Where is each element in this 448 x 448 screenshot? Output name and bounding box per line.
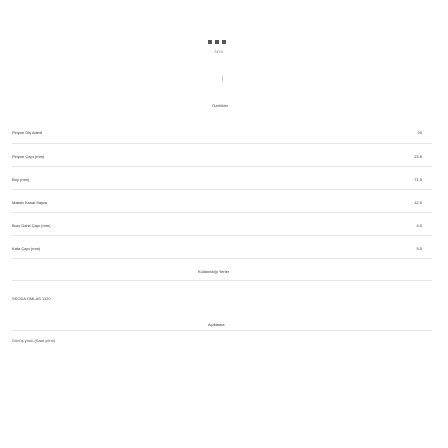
applications-header: Kullanıldığı Yerler xyxy=(198,269,230,274)
row-separator xyxy=(12,166,432,167)
spec-value: 5.5 xyxy=(416,246,422,251)
spec-label: Boy (mm) xyxy=(12,177,30,182)
specs-header: Özellikler xyxy=(212,103,229,108)
application-item: SKODA OMLAS 1120 xyxy=(12,296,51,301)
product-code: 7474 xyxy=(214,49,223,54)
description-header: Açıklama xyxy=(208,322,225,327)
spec-value: 20 xyxy=(417,130,422,135)
row-separator xyxy=(12,330,432,331)
spec-label: Kafa Çapı (mm) xyxy=(12,246,41,251)
row-separator xyxy=(12,235,432,236)
spec-value: 71.5 xyxy=(414,177,422,182)
spec-label: Pinyon Diş Adedi xyxy=(12,130,43,135)
spec-label: Burç Dahil Çapı (mm) xyxy=(12,223,51,228)
spec-value: 12.0 xyxy=(414,200,422,205)
row-separator xyxy=(12,258,432,259)
logo-mark-icon xyxy=(215,40,219,44)
row-separator xyxy=(12,280,432,281)
row-separator xyxy=(12,212,432,213)
divider xyxy=(222,76,223,82)
logo-mark-icon xyxy=(222,40,226,44)
rotation-direction: Dönüş yönü (Saat yönü) xyxy=(12,338,56,343)
logo xyxy=(208,40,226,44)
spec-label: Pinyon Çapı (mm) xyxy=(12,154,45,159)
row-separator xyxy=(12,143,432,144)
logo-mark-icon xyxy=(208,40,212,44)
spec-value: 23.5 xyxy=(414,154,422,159)
row-separator xyxy=(12,189,432,190)
spec-value: 4.0 xyxy=(416,223,422,228)
spec-label: Maktin Kanal Sayısı xyxy=(12,200,48,205)
